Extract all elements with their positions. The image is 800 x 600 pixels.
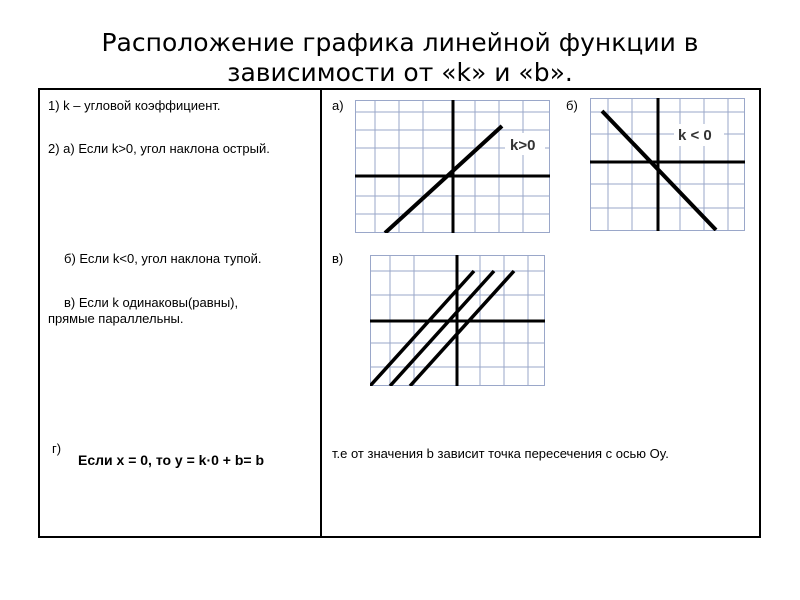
item-1-text: 1) k – угловой коэффициент. xyxy=(48,98,221,113)
label-b: б) xyxy=(566,98,578,113)
graph-a-line xyxy=(385,126,502,233)
title-line-1: Расположение графика линейной функции в xyxy=(101,28,699,57)
graph-v-line-3 xyxy=(410,271,514,386)
table-column-divider xyxy=(320,88,322,538)
item-2c-text-line-2: прямые параллельны. xyxy=(48,311,184,326)
page-title xyxy=(0,28,800,88)
graph-b-label: k < 0 xyxy=(678,127,712,144)
graph-a xyxy=(355,100,550,233)
graph-v xyxy=(370,255,545,386)
item-2b-text: б) Если k<0, угол наклона тупой. xyxy=(64,251,262,266)
item-2a-text: 2) а) Если k>0, угол наклона острый. xyxy=(48,141,270,156)
label-a: а) xyxy=(332,98,344,113)
graph-a-label: k>0 xyxy=(510,137,536,154)
label-v: в) xyxy=(332,251,344,266)
graph-v-line-2 xyxy=(390,271,494,386)
item-2c-text-line-1: в) Если k одинаковы(равны), xyxy=(64,295,239,310)
item-g-formula: Если x = 0, то y = k·0 + b= b xyxy=(78,452,265,468)
graph-b-grid xyxy=(590,98,745,231)
graph-b xyxy=(590,98,745,231)
conclusion-text: т.е от значения b зависит точка пересечения с осью Oy. xyxy=(332,446,669,461)
title-line-2: зависимости от «k» и «b». xyxy=(227,58,573,87)
item-g-label: г) xyxy=(52,441,62,456)
